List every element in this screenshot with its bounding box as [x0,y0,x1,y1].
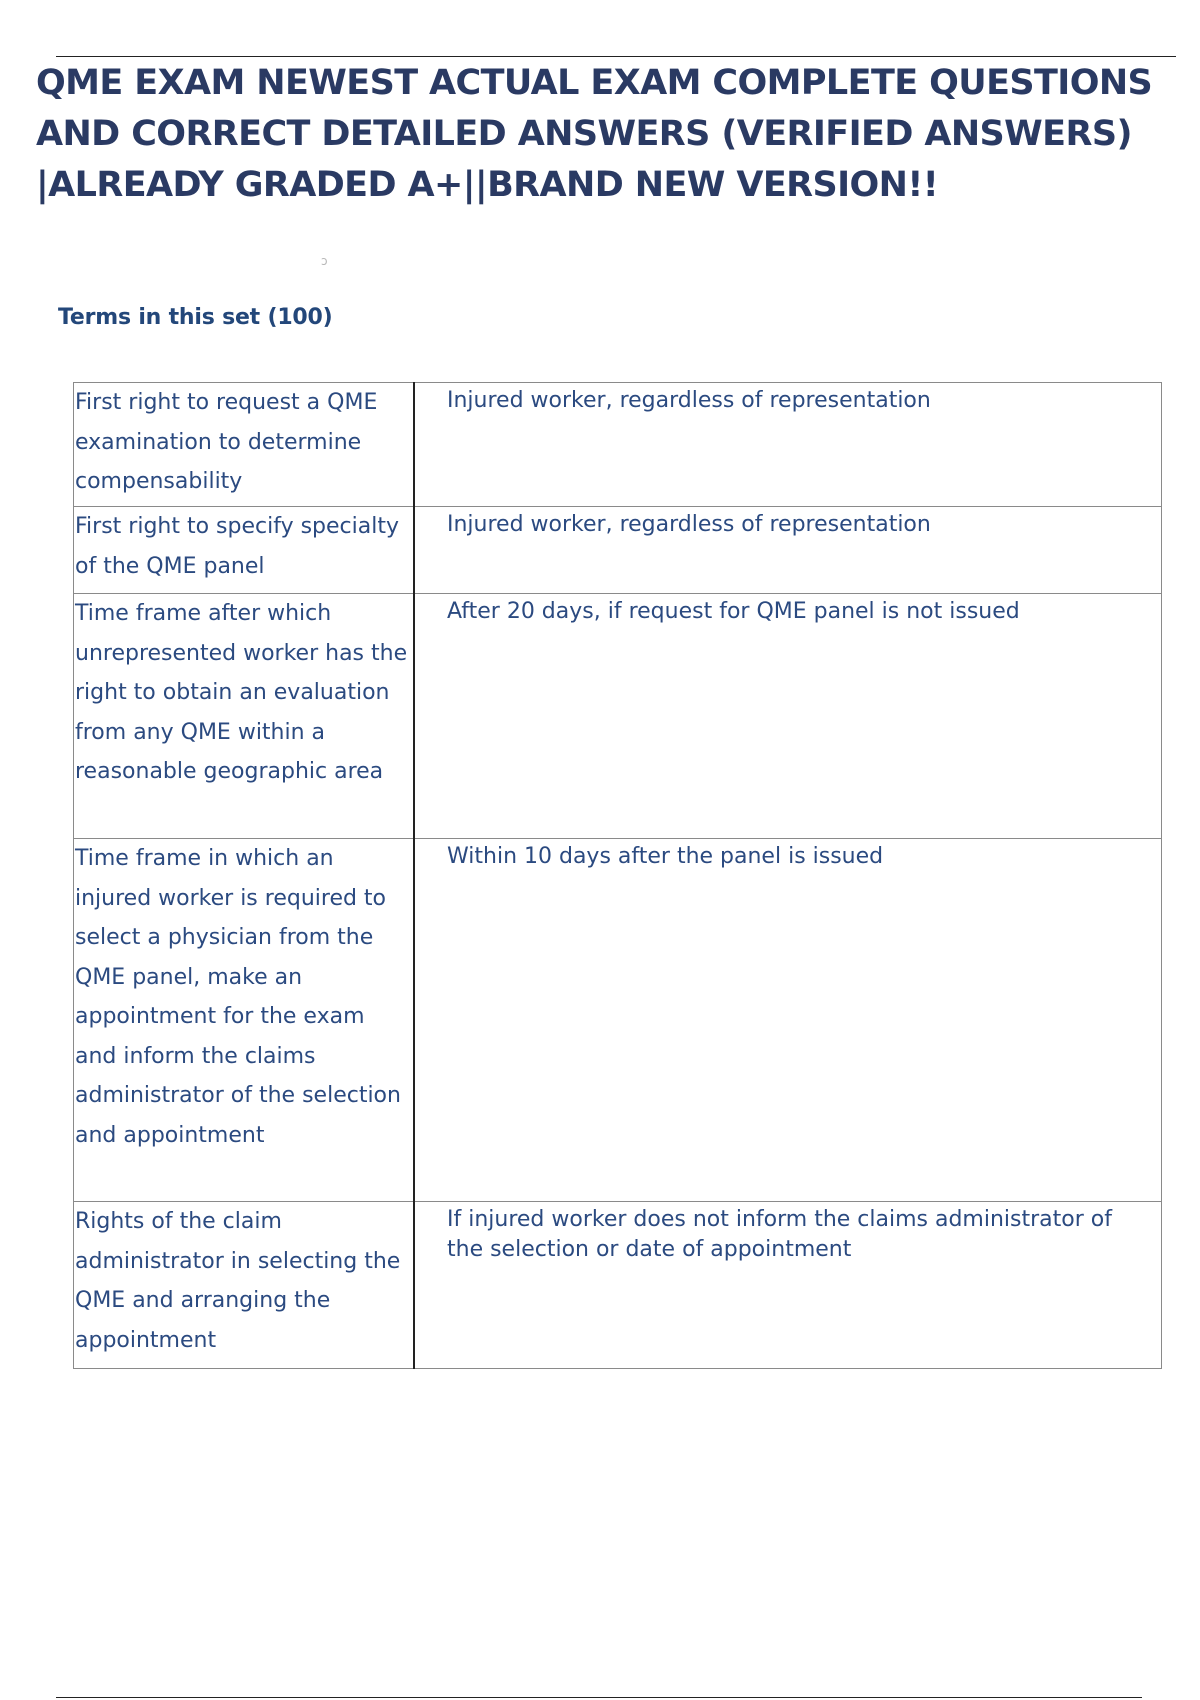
top-rule [56,56,1176,57]
bottom-rule [56,1697,1142,1698]
table-row [74,1202,1162,1369]
table-row [74,594,1162,839]
definition-cell: Injured worker, regardless of representation [414,507,1162,594]
table-row [74,839,1162,1202]
term-cell: Time frame in which an injured worker is required to select a physician from the QME panel, make an appointment for the exam and inform the claims administrator of the selection and appointment [74,839,415,1202]
table-row [74,507,1162,594]
terms-count-label: Terms in this set (100) [58,305,333,330]
definition-cell: If injured worker does not inform the claims administrator of the selection or date of appointment [414,1202,1162,1369]
definition-cell: Injured worker, regardless of representation [414,383,1162,507]
terms-table [73,382,1162,1369]
term-cell: First right to request a QME examination to determine compensability [74,383,415,507]
definition-cell: After 20 days, if request for QME panel is not issued [414,594,1162,839]
term-cell: First right to specify specialty of the QME panel [74,507,415,594]
term-cell: Time frame after which unrepresented worker has the right to obtain an evaluation from any QME within a reasonable geographic area [74,594,415,839]
table-row [74,383,1162,507]
term-cell: Rights of the claim administrator in selecting the QME and arranging the appointment [74,1202,415,1369]
document-title: QME EXAM NEWEST ACTUAL EXAM COMPLETE QUESTIONS AND CORRECT DETAILED ANSWERS (VERIFIED ANSWERS) |ALREADY GRADED A+||BRAND NEW VERSION!! [36,63,1153,205]
stray-mark: ɔ [321,254,328,268]
definition-cell: Within 10 days after the panel is issued [414,839,1162,1202]
